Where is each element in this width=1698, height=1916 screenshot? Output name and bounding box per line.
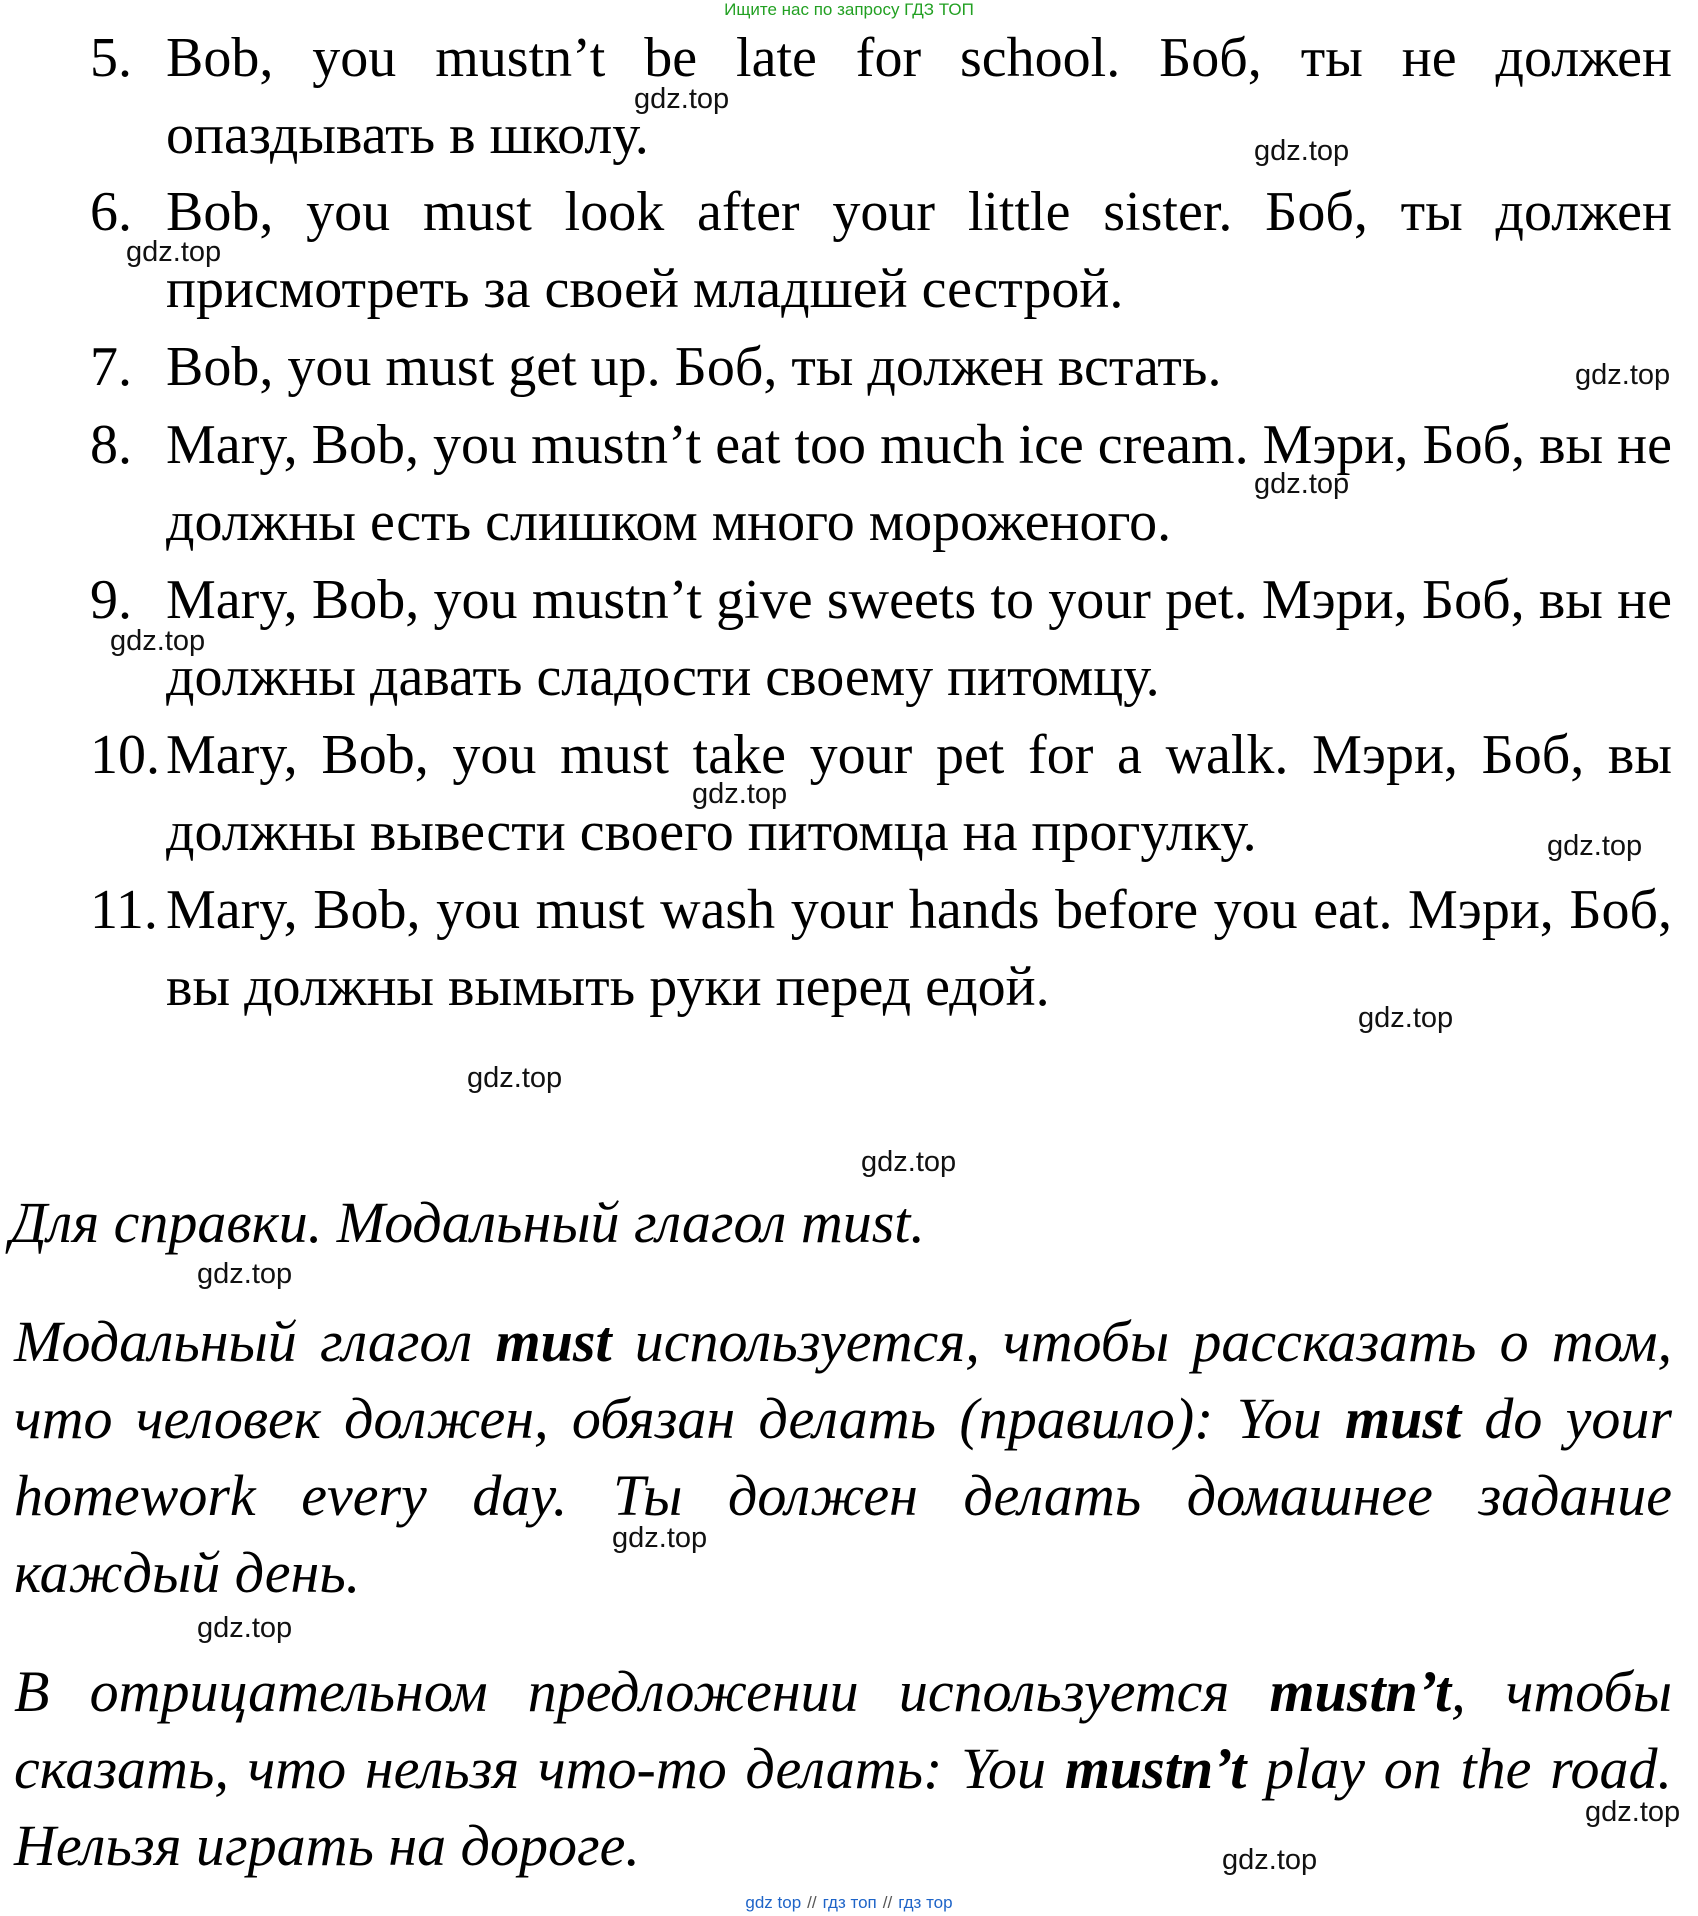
watermark: gdz.top xyxy=(110,625,206,657)
watermark: gdz.top xyxy=(1254,468,1350,500)
item-number: 7. xyxy=(90,336,132,398)
watermark: gdz.top xyxy=(634,83,730,115)
item-number: 10. xyxy=(90,724,160,786)
footer-link[interactable]: гдз топ xyxy=(822,1893,877,1912)
watermark: gdz.top xyxy=(1585,1796,1681,1828)
footer-link[interactable]: gdz top xyxy=(745,1893,802,1912)
item-text: Mary, Bob, you must take your pet for a walk. Мэри, Боб, вы должны вывести своего питомца на прогулку. xyxy=(166,724,1672,863)
item-number: 5. xyxy=(90,27,132,89)
keyword-must: must xyxy=(495,1309,612,1374)
item-number: 8. xyxy=(90,414,132,476)
watermark: gdz.top xyxy=(692,778,788,810)
reference-paragraph-must: Модальный глагол must используется, чтобы рассказать о том, что человек должен, обязан делать (правило): You must do your homework every day. Ты должен делать домашнее задание каждый день. xyxy=(14,1309,1672,1605)
footer-banner: gdz top // гдз топ // гдз тор xyxy=(745,1893,953,1912)
keyword-mustnt: mustn’t xyxy=(1064,1736,1247,1801)
watermark: gdz.top xyxy=(197,1612,293,1644)
footer-link[interactable]: гдз тор xyxy=(898,1893,953,1912)
item-text: Mary, Bob, you mustn’t give sweets to your pet. Мэри, Боб, вы не должны давать сладости своему питомцу. xyxy=(166,569,1672,708)
reference-paragraph-mustnt: В отрицательном предложении используется mustn’t, чтобы сказать, что нельзя что-то делать: You mustn’t play on the road. Нельзя играть на дороге. xyxy=(14,1659,1672,1878)
top-banner: Ищите нас по запросу ГДЗ ТОП xyxy=(724,0,974,19)
watermark: gdz.top xyxy=(197,1258,293,1290)
item-text: Mary, Bob, you mustn’t eat too much ice cream. Мэри, Боб, вы не должны есть слишком много мороженого. xyxy=(166,414,1672,553)
item-number: 9. xyxy=(90,569,132,631)
watermark: gdz.top xyxy=(126,236,222,268)
watermark: gdz.top xyxy=(1254,135,1350,167)
item-number: 6. xyxy=(90,181,132,243)
item-text: Mary, Bob, you must wash your hands before you eat. Мэри, Боб, вы должны вымыть руки перед едой. xyxy=(166,879,1672,1018)
keyword-must: must xyxy=(1345,1386,1462,1451)
item-number: 11. xyxy=(90,879,158,941)
watermark: gdz.top xyxy=(861,1146,957,1178)
item-text: Bob, you must look after your little sister. Боб, ты должен присмотреть за своей младшей сестрой. xyxy=(166,181,1672,320)
reference-title: Для справки. Модальный глагол must. xyxy=(10,1190,925,1255)
item-text: Bob, you mustn’t be late for school. Боб, ты не должен опаздывать в школу. xyxy=(166,27,1672,166)
keyword-mustnt: mustn’t xyxy=(1269,1659,1452,1724)
watermark: gdz.top xyxy=(1547,830,1643,862)
watermark: gdz.top xyxy=(1575,359,1671,391)
watermark: gdz.top xyxy=(1358,1002,1454,1034)
item-text: Bob, you must get up. Боб, ты должен встать. xyxy=(166,336,1222,398)
watermark: gdz.top xyxy=(612,1522,708,1554)
watermark: gdz.top xyxy=(1222,1844,1318,1876)
watermark: gdz.top xyxy=(467,1062,563,1094)
